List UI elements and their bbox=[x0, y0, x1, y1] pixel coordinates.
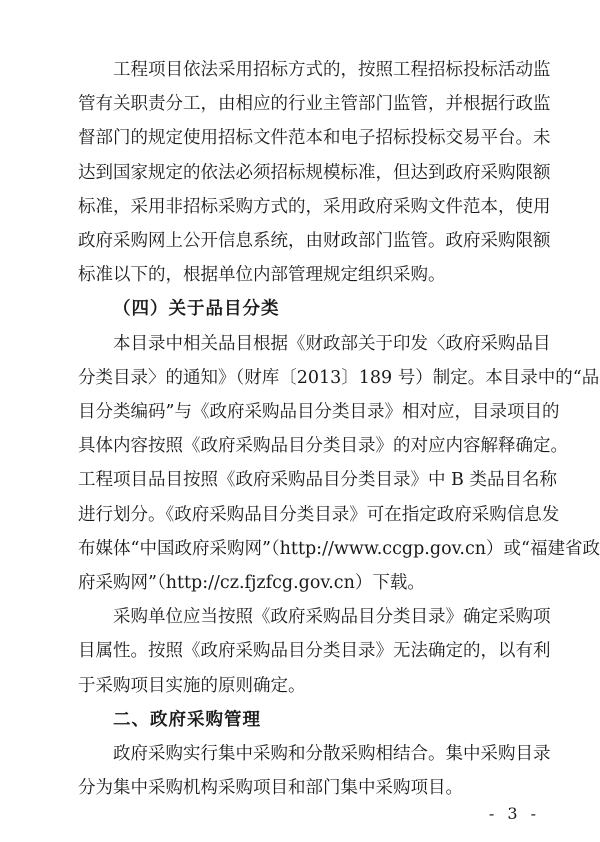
line-text: 于采购项目实施的原则确定。 bbox=[78, 676, 306, 696]
line-text: 管有关职责分工，由相应的行业主管部门监管，并根据行政监 bbox=[78, 94, 551, 114]
section-heading bbox=[0, 291, 590, 327]
paragraph-line bbox=[0, 668, 590, 704]
line-text: 目属性。按照《政府采购品目分类目录》无法确定的，以有利 bbox=[78, 641, 551, 661]
line-text: 采购单位应当按照《政府采购品目分类目录》确定采购项 bbox=[113, 607, 551, 627]
line-text: 进行划分。《政府采购品目分类目录》可在指定政府采购信息发 bbox=[78, 505, 560, 525]
line-text: 政府采购网上公开信息系统，由财政部门监管。政府采购限额 bbox=[78, 231, 551, 251]
line-text: 目分类编码”与《政府采购品目分类目录》相对应，目录项目的 bbox=[78, 402, 560, 422]
paragraph-line bbox=[0, 497, 590, 533]
line-text: 分为集中采购机构采购项目和部门集中采购项目。 bbox=[78, 778, 463, 798]
line-text: 标准，采用非招标采购方式的，采用政府采购文件范本，使用 bbox=[78, 197, 551, 217]
paragraph-line bbox=[0, 86, 590, 122]
line-text: 工程项目依法采用招标方式的，按照工程招标投标活动监 bbox=[113, 60, 551, 80]
line-text: 本目录中相关品目根据《财政部关于印发〈政府采购品目 bbox=[113, 334, 551, 354]
line-text: 督部门的规定使用招标文件范本和电子招标投标交易平台。未 bbox=[78, 128, 551, 148]
line-text: 具体内容按照《政府采购品目分类目录》的对应内容解释确定。 bbox=[78, 436, 568, 456]
line-text: 分类目录〉的通知》（财库〔2013〕189 号）制定。本目录中的“品 bbox=[78, 368, 600, 388]
line-text: 达到国家规定的依法必须招标规模标准，但达到政府采购限额 bbox=[78, 163, 551, 183]
paragraph-line bbox=[0, 462, 590, 498]
paragraph-line bbox=[0, 52, 590, 88]
page-number: - 3 - bbox=[488, 804, 540, 823]
paragraph-line bbox=[0, 565, 590, 601]
paragraph-line bbox=[0, 155, 590, 191]
line-text: 标准以下的，根据单位内部管理规定组织采购。 bbox=[78, 265, 446, 285]
line-text: 布媒体“中国政府采购网”（http://www.ccgp.gov.cn）或“福建省政 bbox=[78, 539, 600, 559]
line-text: 府采购网”（http://cz.fjzfcg.gov.cn）下载。 bbox=[78, 573, 425, 593]
paragraph-line bbox=[0, 633, 590, 669]
paragraph-line bbox=[0, 360, 600, 396]
paragraph-line bbox=[0, 223, 590, 259]
paragraph-line bbox=[0, 531, 600, 567]
line-text: 政府采购实行集中采购和分散采购相结合。集中采购目录 bbox=[113, 744, 551, 764]
paragraph-line bbox=[0, 257, 590, 293]
paragraph-line bbox=[0, 599, 590, 635]
paragraph-line bbox=[0, 120, 590, 156]
heading-text: （四）关于品目分类 bbox=[113, 299, 280, 319]
paragraph-line bbox=[0, 189, 590, 225]
paragraph-line bbox=[0, 394, 590, 430]
line-text: 工程项目品目按照《政府采购品目分类目录》中 B 类品目名称 bbox=[78, 470, 557, 490]
heading-text: 二、政府采购管理 bbox=[113, 710, 261, 730]
paragraph-line bbox=[0, 428, 590, 464]
paragraph-line bbox=[0, 326, 590, 362]
